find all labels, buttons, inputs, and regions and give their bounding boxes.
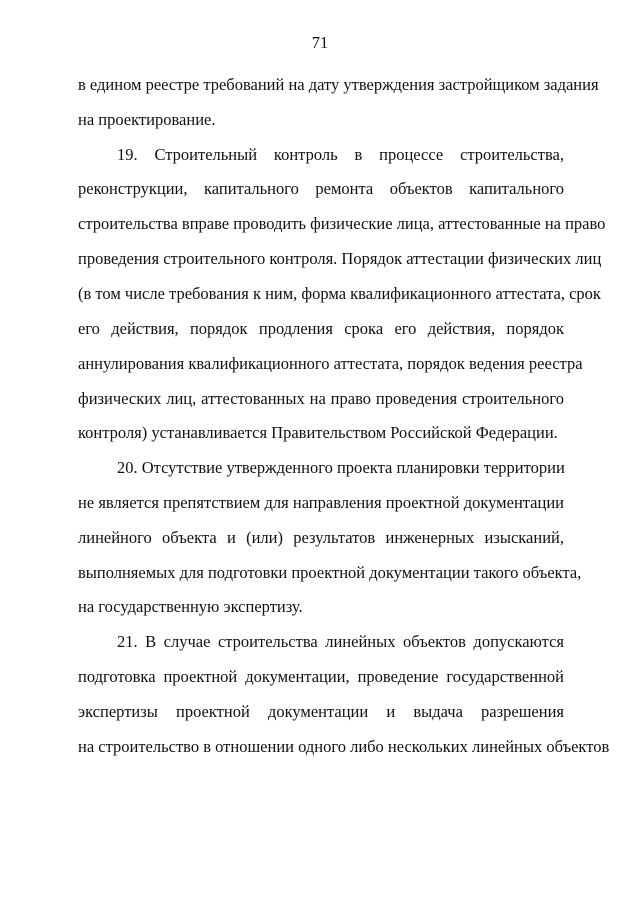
text-line: в едином реестре требований на дату утверждения застройщиком задания (78, 75, 599, 94)
text-line: подготовка проектной документации, проведение государственной (78, 667, 564, 686)
text-line: (в том числе требования к ним, форма квалификационного аттестата, срок (78, 284, 601, 303)
text-line: проведения строительного контроля. Порядок аттестации физических лиц (78, 249, 602, 268)
page-number: 71 (311, 33, 329, 52)
text-line: контроля) устанавливается Правительством Российской Федерации. (78, 423, 558, 442)
text-line: аннулирования квалификационного аттестата, порядок ведения реестра (78, 354, 583, 373)
text-line: его действия, порядок продления срока его действия, порядок (78, 319, 564, 338)
text-line: 19. Строительный контроль в процессе строительства, (117, 145, 564, 164)
text-line: выполняемых для подготовки проектной документации такого объекта, (78, 563, 582, 582)
text-line: на государственную экспертизу. (78, 597, 303, 616)
text-line: физических лиц, аттестованных на право проведения строительного (78, 389, 564, 408)
text-line: реконструкции, капитального ремонта объектов капитального (78, 179, 564, 198)
text-line: не является препятствием для направления проектной документации (78, 493, 564, 512)
text-line: на строительство в отношении одного либо нескольких линейных объектов (78, 737, 610, 756)
text-line: 21. В случае строительства линейных объектов допускаются (117, 632, 564, 651)
text-line: линейного объекта и (или) результатов инженерных изысканий, (78, 528, 564, 547)
text-line: 20. Отсутствие утвержденного проекта планировки территории (117, 458, 565, 477)
text-line: на проектирование. (78, 110, 216, 129)
text-line: экспертизы проектной документации и выдача разрешения (78, 702, 564, 721)
text-line: строительства вправе проводить физические лица, аттестованные на право (78, 214, 606, 233)
